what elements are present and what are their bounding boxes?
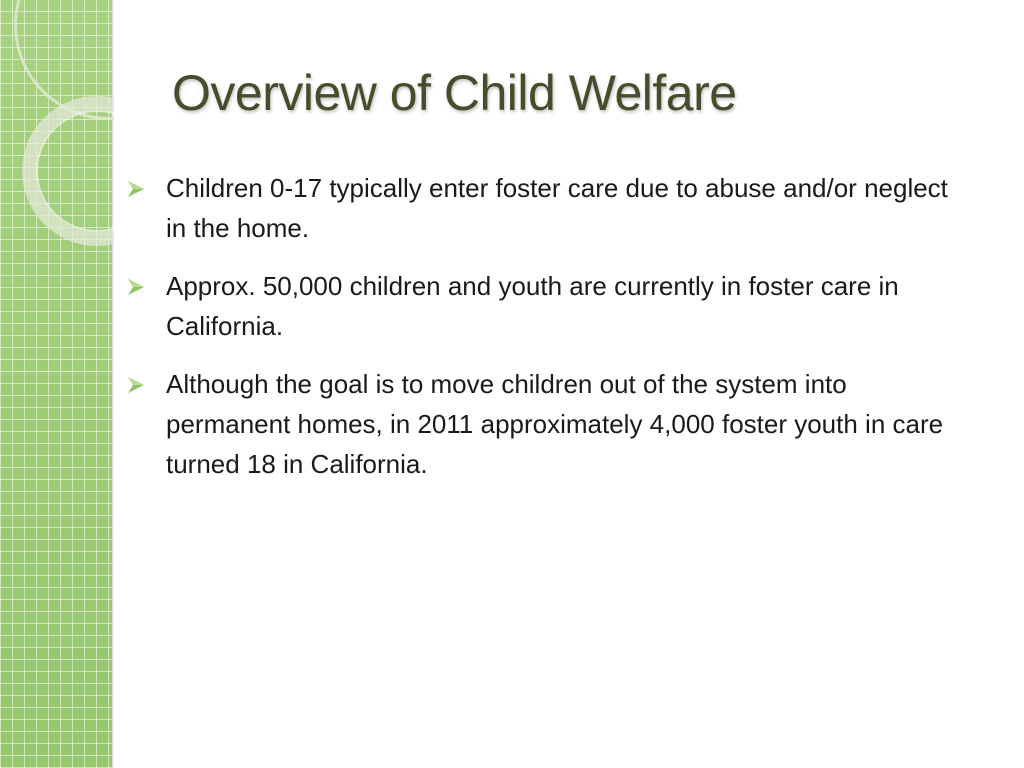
bullet-text: Although the goal is to move children out of the system into permanent homes, in 2011 approximately 4,000 foster youth in care turned 18 in California. xyxy=(166,369,944,479)
bullet-item xyxy=(124,364,964,484)
slide-title: Overview of Child Welfare xyxy=(172,65,737,121)
bullet-list xyxy=(124,168,964,502)
bullet-text: Children 0-17 typically enter foster care due to abuse and/or neglect in the home. xyxy=(166,173,948,243)
bullet-item xyxy=(124,168,964,248)
bullet-text: Approx. 50,000 children and youth are currently in foster care in California. xyxy=(166,271,899,341)
arrow-bullet-icon xyxy=(126,278,146,296)
arrow-bullet-icon xyxy=(126,376,146,394)
arrow-bullet-icon xyxy=(126,180,146,198)
bullet-item xyxy=(124,266,964,346)
